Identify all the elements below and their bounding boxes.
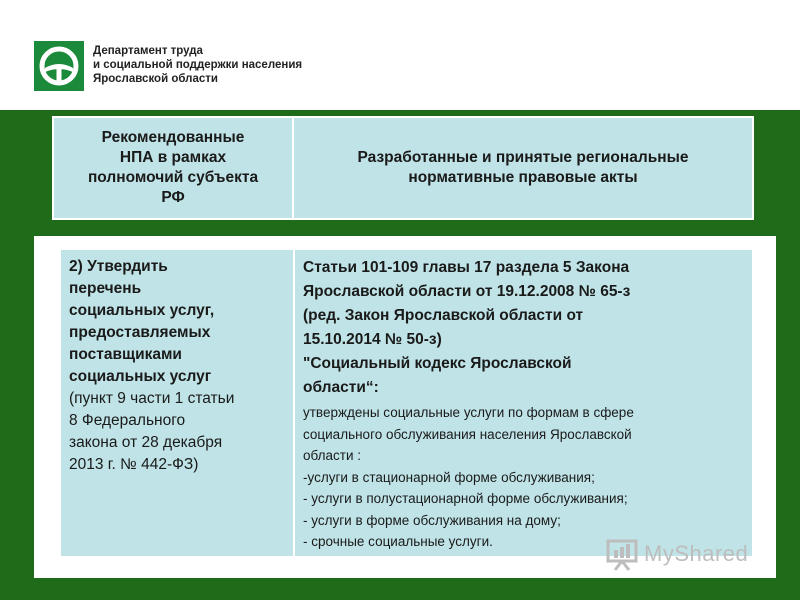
cell-line: социальных услуг [69, 368, 212, 385]
presentation-board-icon [606, 537, 638, 571]
department-emblem-icon [34, 41, 84, 91]
cell-line: поставщиками [69, 346, 182, 363]
cell-line: 8 Федерального [69, 412, 186, 429]
row-cell-requirement [61, 250, 293, 556]
cell-line: (пункт 9 части 1 статьи [69, 390, 235, 407]
list-item: - срочные социальные услуги. [303, 534, 493, 549]
cell-line: социальных услуг, [69, 302, 215, 319]
list-item: социального обслуживания населения Ярославской [303, 426, 632, 442]
list-item: - услуги в форме обслуживания на дому; [303, 512, 561, 528]
header-line: НПА в рамках [119, 149, 227, 166]
header-line: полномочий субъекта [87, 169, 259, 186]
table-header [52, 116, 754, 220]
list-item: -услуги в стационарной форме обслуживания; [303, 469, 595, 485]
cell-line: 2013 г. № 442-ФЗ) [69, 456, 199, 473]
cell-line: 15.10.2014 № 50-з) [303, 331, 442, 348]
row-cell-regional-law [295, 250, 752, 556]
header-line: Разработанные и принятые региональные [357, 149, 689, 166]
header-line: РФ [161, 189, 185, 206]
cell-line: Ярославской области от 19.12.2008 № 65-з [303, 283, 631, 300]
header-cell-recommended [54, 118, 292, 218]
cell-line: 2) Утвердить [69, 258, 168, 275]
dept-line: и социальной поддержки населения [93, 59, 303, 71]
cell-line: закона от 28 декабря [69, 434, 223, 451]
header-cell-regional-acts [294, 118, 752, 218]
dept-line: Департамент труда [93, 45, 203, 57]
watermark-text: MyShared [644, 541, 749, 566]
list-item: утверждены социальные услуги по формам в сфере [303, 405, 634, 420]
table-body-panel [34, 236, 776, 578]
cell-line: Статьи 101-109 главы 17 раздела 5 Закона [303, 259, 630, 276]
header-line: нормативные правовые акты [408, 169, 638, 186]
list-item: - услуги в полустационарной форме обслуживания; [303, 491, 628, 506]
header-line: Рекомендованные [101, 129, 245, 146]
cell-line: "Социальный кодекс Ярославской [303, 355, 572, 372]
watermark [606, 537, 766, 573]
list-item: области : [303, 448, 361, 463]
department-name [93, 44, 302, 86]
dept-line: Ярославской области [93, 73, 218, 85]
cell-line: (ред. Закон Ярославской области от [303, 307, 584, 324]
cell-line: перечень [69, 280, 142, 297]
page-header [0, 0, 800, 110]
cell-line: области“: [303, 379, 379, 396]
cell-line: предоставляемых [69, 324, 211, 341]
